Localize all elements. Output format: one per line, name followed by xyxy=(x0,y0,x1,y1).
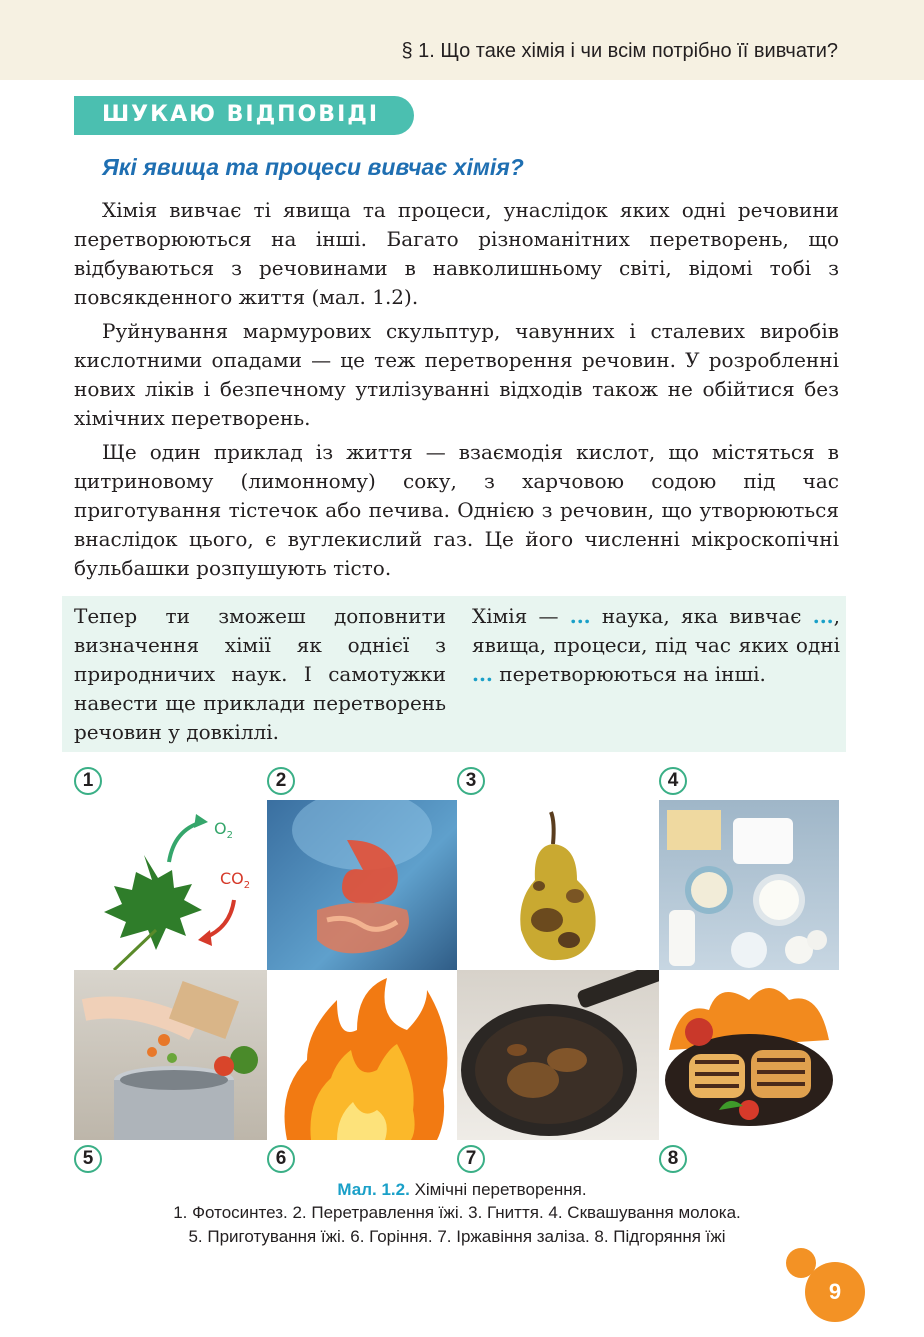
o2-subscript: 2 xyxy=(226,830,233,841)
figure-caption-title xyxy=(0,1180,924,1200)
grilled-food-icon xyxy=(659,970,839,1140)
definition-gap: ... xyxy=(812,604,834,628)
frying-pan-icon xyxy=(457,970,659,1140)
co2-label: CO xyxy=(220,869,244,888)
photo-rusting xyxy=(457,970,659,1140)
figure-number: 5 xyxy=(74,1145,102,1173)
definition-task-text: Тепер ти зможеш доповнити визначення хімії як однієї з природничих наук. І самотужки навести ще приклади перетворень речовин у довкіллі. xyxy=(74,604,446,744)
figure-caption-line: 1. Фотосинтез. 2. Перетравлення їжі. 3. Гниття. 4. Сквашування молока. xyxy=(173,1203,741,1222)
figure-number: 7 xyxy=(457,1145,485,1173)
figure-reference: Мал. 1.2. xyxy=(337,1180,410,1199)
running-title: § 1. Що таке хімія і чи всім потрібно її вивчати? xyxy=(401,40,838,62)
page-number: 9 xyxy=(805,1262,865,1322)
photo-rotting xyxy=(457,800,659,970)
figure-caption-line: 5. Приготування їжі. 6. Горіння. 7. Іржавіння заліза. 8. Підгоряння їжі xyxy=(188,1227,726,1246)
definition-gap: ... xyxy=(569,604,591,628)
dairy-products-icon xyxy=(659,800,839,970)
paragraph: Хімія вивчає ті явища та процеси, унаслідок яких одні речовини перетворюються на інші. Багато різноманітних перетворень, що відбуваються з речовинами в навколишньому світі, відомі тобі з повсякденного життя (мал. 1.2). xyxy=(74,198,839,309)
definition-gap: ... xyxy=(472,662,493,686)
definition-part: Хімія — xyxy=(472,604,570,628)
figure-number: 1 xyxy=(74,767,102,795)
fire-icon xyxy=(267,970,457,1140)
photo-photosynthesis xyxy=(74,800,267,970)
photo-burnt-food xyxy=(659,970,839,1140)
o2-label: O xyxy=(214,819,227,838)
figure-number: 2 xyxy=(267,767,295,795)
figure-title: Хімічні перетворення. xyxy=(409,1180,587,1199)
figure-number: 8 xyxy=(659,1145,687,1173)
definition-part: , явища, процеси, під час яких одні xyxy=(472,604,840,657)
photo-combustion xyxy=(267,970,457,1140)
definition-box xyxy=(62,596,846,752)
figure-number: 6 xyxy=(267,1145,295,1173)
cooking-pot-icon xyxy=(74,970,267,1140)
running-header xyxy=(0,0,924,80)
photo-dairy xyxy=(659,800,839,970)
definition-part: перетворюються на інші. xyxy=(492,662,766,686)
definition-fill-in xyxy=(472,602,840,689)
pear-icon xyxy=(457,800,659,970)
figure-number: 3 xyxy=(457,767,485,795)
photo-digestion xyxy=(267,800,457,970)
definition-part: наука, яка вивчає xyxy=(590,604,813,628)
photo-cooking xyxy=(74,970,267,1140)
co2-subscript: 2 xyxy=(243,880,251,891)
section-banner-label: ШУКАЮ ВІДПОВІДІ xyxy=(102,102,380,127)
section-question: Які явища та процеси вивчає хімія? xyxy=(102,154,524,180)
stomach-icon xyxy=(267,800,457,970)
svg-text:O2 xyxy=(214,819,233,841)
section-banner xyxy=(74,96,414,135)
paragraph: Руйнування мармурових скульптур, чавунних і сталевих виробів кислотними опадами — це теж перетворення речовин. У розробленні нових ліків і безпечному утилізуванні відходів також не обійтися без хімічних перетворень. xyxy=(74,319,839,430)
maple-leaf-icon xyxy=(74,800,267,970)
figure-number: 4 xyxy=(659,767,687,795)
paragraph: Ще один приклад із життя — взаємодія кислот, що містяться в цитриновому (лимонному) соку, з харчовою содою під час приготування тістечок або печива. Однією з речовин, що утворюються внаслідок цього, є вуглекислий газ. Це його численні мікроскопічні бульбашки розпушують тісто. xyxy=(74,440,839,580)
svg-text:CO2 xyxy=(220,869,250,891)
